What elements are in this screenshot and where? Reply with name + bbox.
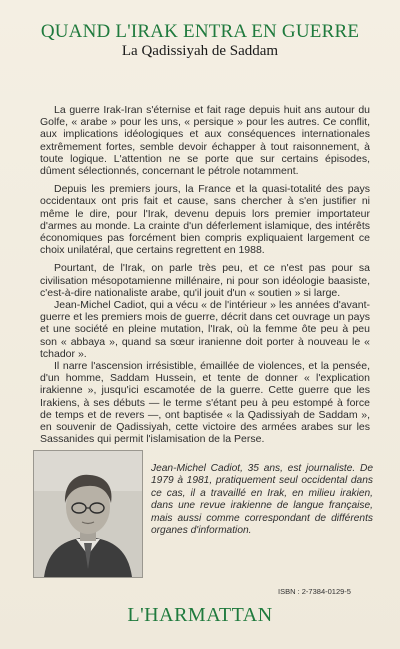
author-photo — [33, 450, 143, 578]
blurb-paragraph: La guerre Irak-Iran s'éternise et fait rage depuis huit ans autour du Golfe, « arabe » pour les uns, « persique » pour les autres. Ce conflit, aux implications idéologiques et aux conséquences internationales extrêmement fortes, semble devoir échapper à tout raisonnement, à toute logique. L'attention ne se porte que sur certains épisodes, dûment sélectionnés, concernant le pétrole notamment. — [40, 104, 370, 178]
book-title: QUAND L'IRAK ENTRA EN GUERRE — [40, 21, 360, 42]
author-bio: Jean-Michel Cadiot, 35 ans, est journaliste. De 1979 à 1981, pratiquement seul occidental dans ce cas, il a travaillé en Irak, en milieu irakien, dans une revue irakienne de langue française, mais aussi comme correspondant de différents organes d'information. — [151, 463, 373, 537]
isbn-number: ISBN : 2-7384-0129-5 — [278, 587, 351, 596]
publisher-name: L'HARMATTAN — [127, 604, 273, 626]
author-portrait-icon — [34, 451, 142, 577]
blurb-paragraph: Depuis les premiers jours, la France et la quasi-totalité des pays occidentaux ont pris fait et cause, sans chercher à s'en justifier ni même le dire, pour l'Irak, devenu depuis lors premier importateur d'armes au monde. La crainte d'un déferlement islamique, des intérêts économiques pas forcément bien compris expliquaient largement ce choix unilatéral, que certains regrettent en 1988. — [40, 183, 370, 257]
blurb-paragraph: Il narre l'ascension irrésistible, émaillée de violences, et la pensée, d'un homme, Saddam Hussein, et tente de donner « l'explication irakienne », jusqu'ici escamotée de la guerre. Cette guerre que les Irakiens, à ses débuts — le terme s'étant peu à peu estompé à force de temps et de revers —, ont baptisée « la Qadissiyah de Saddam », en souvenir de Qadissiyah, cette victoire des armées arabes sur les Sassanides qui permit l'islamisation de la Perse. — [40, 360, 370, 446]
blurb-paragraph: Jean-Michel Cadiot, qui a vécu « de l'intérieur » les années d'avant-guerre et les premiers mois de guerre, décrit dans cet ouvrage un pays et une société en pleine mutation, l'Irak, où la femme ôte peu à peu son « abbaya », quand sa sœur iranienne doit porter à nouveau le « tchador ». — [40, 299, 370, 360]
blurb-text — [40, 104, 370, 445]
blurb-paragraph: Pourtant, de l'Irak, on parle très peu, et ce n'est pas pour sa civilisation mésopotamienne millénaire, ni pour son idéologie baasiste, c'est-à-dire nationaliste arabe, qu'il jouit d'un « soutien » si large. — [40, 262, 370, 299]
book-subtitle: La Qadissiyah de Saddam — [121, 43, 279, 59]
